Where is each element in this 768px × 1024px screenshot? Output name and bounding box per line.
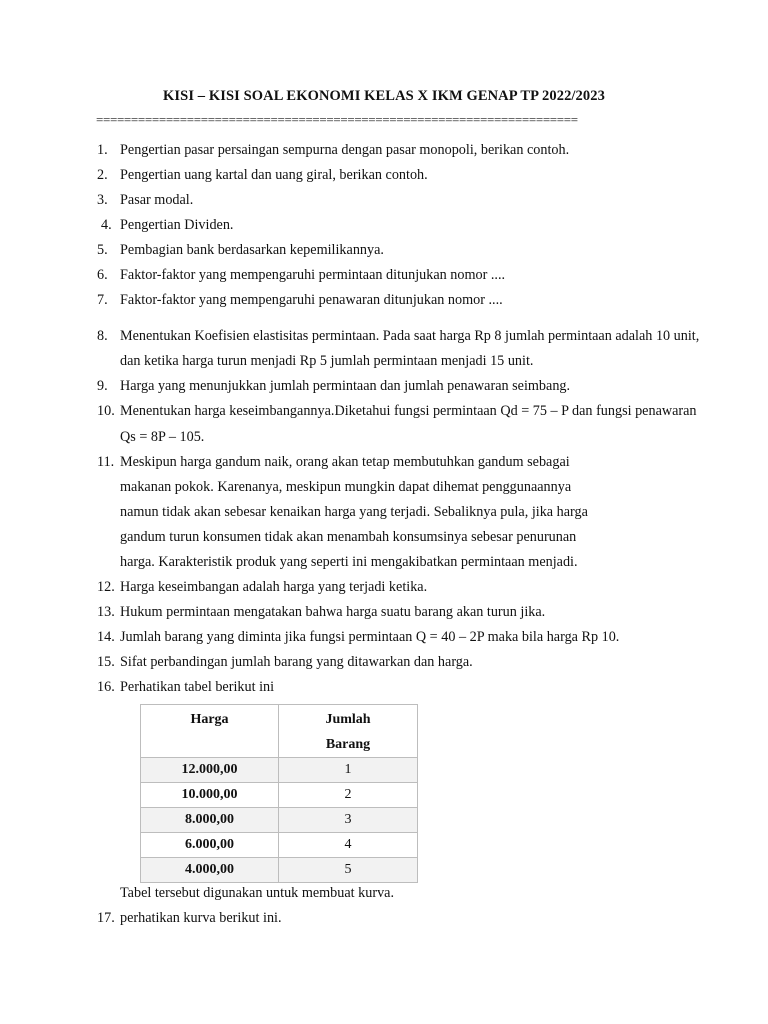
cell-jumlah: 5 [279, 858, 418, 883]
item-text: Pasar modal. [120, 192, 194, 208]
item-text: Faktor-faktor yang mempengaruhi penawaran ditunjukan nomor .... [120, 292, 503, 308]
item-text: dan ketika harga turun menjadi Rp 5 jumlah permintaan menjadi 15 unit. [120, 353, 534, 369]
table-row [141, 758, 418, 783]
cell-harga: 10.000,00 [141, 783, 279, 808]
item-number: 5. [97, 242, 108, 258]
item-text: Harga yang menunjukkan jumlah permintaan dan jumlah penawaran seimbang. [120, 378, 571, 394]
cell-harga: 4.000,00 [141, 858, 279, 883]
item-number: 10. [97, 403, 115, 419]
item-number: 8. [97, 328, 108, 344]
item-number: 3. [97, 192, 108, 208]
item-text: Perhatikan tabel berikut ini [120, 679, 275, 695]
table-row [141, 858, 418, 883]
item-text: Pembagian bank berdasarkan kepemilikannya. [120, 242, 384, 258]
item-text: Hukum permintaan mengatakan bahwa harga suatu barang akan turun jika. [120, 604, 546, 620]
item-text: Sifat perbandingan jumlah barang yang ditawarkan dan harga. [120, 654, 473, 670]
item-text: Pengertian uang kartal dan uang giral, berikan contoh. [120, 167, 428, 183]
item-text: Menentukan Koefisien elastisitas permintaan. Pada saat harga Rp 8 jumlah permintaan adalah 10 unit, [120, 328, 700, 344]
item-text: Meskipun harga gandum naik, orang akan tetap membutuhkan gandum sebagai [120, 454, 570, 470]
item-text: Jumlah barang yang diminta jika fungsi permintaan Q = 40 – 2P maka bila harga Rp 10. [120, 629, 620, 645]
item-text: Harga keseimbangan adalah harga yang terjadi ketika. [120, 579, 428, 595]
header-jumlah-barang [279, 705, 418, 758]
item-number: 7. [97, 292, 108, 308]
cell-jumlah: 2 [279, 783, 418, 808]
item-number: 1. [97, 142, 108, 158]
separator-line: ===================================================================== [96, 112, 578, 127]
table-row [141, 833, 418, 858]
header-barang: Barang [325, 737, 371, 752]
item-text: Qs = 8P – 105. [120, 429, 205, 445]
table-header-row [141, 705, 418, 758]
item-number: 17. [97, 910, 115, 926]
item-text: Pengertian pasar persaingan sempurna dengan pasar monopoli, berikan contoh. [120, 142, 570, 158]
header-jumlah: Jumlah [325, 712, 371, 727]
item-number: 13. [97, 604, 115, 620]
item-number: 11. [97, 454, 115, 470]
page-title: KISI – KISI SOAL EKONOMI KELAS X IKM GENAP TP 2022/2023 [163, 88, 605, 104]
cell-jumlah: 4 [279, 833, 418, 858]
item-number: 14. [97, 629, 115, 645]
item-number: 6. [97, 267, 108, 283]
item-text: Menentukan harga keseimbangannya.Diketahui fungsi permintaan Qd = 75 – P dan fungsi penawaran [120, 403, 697, 419]
cell-harga: 6.000,00 [141, 833, 279, 858]
price-quantity-table [140, 704, 418, 883]
table-row [141, 808, 418, 833]
item-number: 9. [97, 378, 108, 394]
cell-jumlah: 1 [279, 758, 418, 783]
item-number: 15. [97, 654, 115, 670]
cell-harga: 12.000,00 [141, 758, 279, 783]
header-harga: Harga [141, 705, 279, 758]
item-number: 12. [97, 579, 115, 595]
item-text: namun tidak akan sebesar kenaikan harga yang terjadi. Sebaliknya pula, jika harga [120, 504, 588, 520]
table-caption: Tabel tersebut digunakan untuk membuat kurva. [120, 885, 395, 901]
table-row [141, 783, 418, 808]
item-text: perhatikan kurva berikut ini. [120, 910, 282, 926]
item-text: makanan pokok. Karenanya, meskipun mungkin dapat dihemat penggunaannya [120, 479, 572, 495]
item-text: gandum turun konsumen tidak akan menambah konsumsinya sebesar penurunan [120, 529, 577, 545]
item-number: 2. [97, 167, 108, 183]
cell-harga: 8.000,00 [141, 808, 279, 833]
item-text: Faktor-faktor yang mempengaruhi permintaan ditunjukan nomor .... [120, 267, 506, 283]
cell-jumlah: 3 [279, 808, 418, 833]
item-text: harga. Karakteristik produk yang seperti ini mengakibatkan permintaan menjadi. [120, 554, 578, 570]
item-text: Pengertian Dividen. [120, 217, 234, 233]
item-number: 4. [101, 217, 112, 233]
item-number: 16. [97, 679, 115, 695]
